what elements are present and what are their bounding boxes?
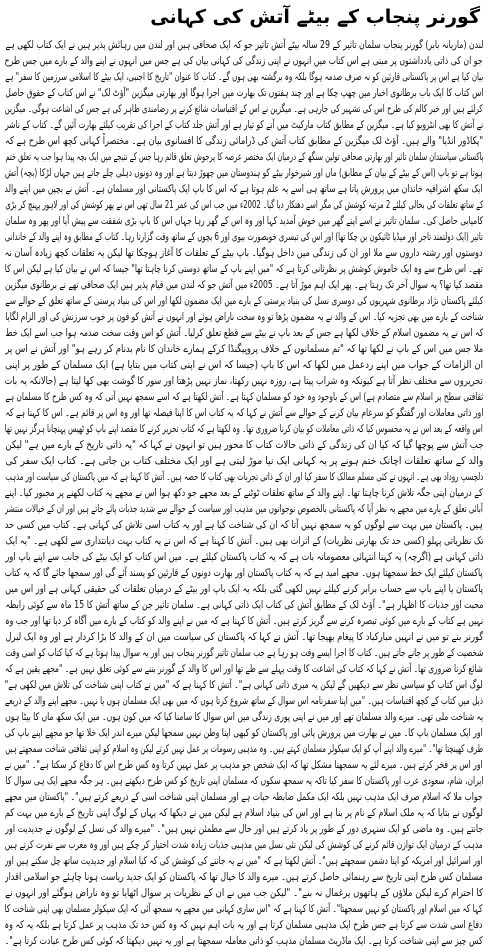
article-line (5, 853, 483, 869)
article-line (5, 197, 483, 213)
article-line (5, 869, 483, 885)
article-line (5, 405, 483, 421)
article-line (5, 725, 483, 741)
article-line (5, 277, 483, 293)
article-line-text: تھے۔ اس طرح سے وہ ایک خاموش کوشش پر نظرثانی کرتا ہے کہ "میں اپنے باپ کے ساتھ دوستی کرنا چاہتا تھا" جیسا کہ اس نے بیان کیا ہے لیکن اس کا (5, 263, 483, 275)
article-line (5, 629, 483, 645)
article-line (5, 741, 483, 757)
article-line (5, 517, 483, 533)
article-headline: گورنر پنجاب کے بیٹے آتش کی کہانی (150, 6, 480, 28)
article-line (5, 373, 483, 389)
article-line (5, 53, 483, 69)
article-line-text: ہوتا ہے تو باپ (اس کے بیٹے کے بیان کے مطابق) ماں اور شیرخوار بیٹے کو ہندوستان میں چھوڑ دیتا ہے اور وہ دونوں دہلی چلے جاتے ہیں جہاں لڑکا (بچہ) آتش (5, 167, 483, 179)
article-line-text: کہا کہ میں اسلام اور پاکستان کو نہیں سمجھتا"۔ آتش کا کہنا ہے کہ "اس ساری کہانی میں مجھے یہ سمجھ آئی کہ ایک سیکولر مسلمان بھی اپنی شناخت کا (5, 903, 483, 915)
article-line-text: جو ان کی ذاتی یادداشتوں پر مبنی ہے اس کتاب میں انہوں نے اپنی زندگی کی کہانی بیان کی ہے جس میں انہوں نے اپنے والد کے بارے میں جس طرح (5, 55, 483, 67)
article-line-text: دفاع اسی شدت سے کرتا ہے جس طرح ایک مذہبی مسلمان کرتا ہے اور یہ بات اہم نہیں کہ وہ کس حد تک مذہب پر عمل کرتا ہے بلکہ یہ کہ وہ (5, 919, 483, 931)
article-line-text: جانتے ہیں۔ وہ ماضی کو ایک سنہری دور کے طور پر یاد کرتے ہیں اور حال سے مطمئن نہیں ہیں"۔ "میرے والد کی نسل کے لوگوں نے جدیدیت اور (5, 823, 483, 835)
article-line-text: "پکاڈور انڈیا" والے ہیں۔ آؤٹ لک میگزین کے مطابق کتاب آتش کی ڈرامائی زندگی کا افسانوی بیان ہے۔ مختصراً کہانی کچھ اس طرح ہے کہ (5, 135, 483, 147)
article-line-text: کے ساتھ تعلقات کی بحالی کیلئے 2 مرتبہ کوشش کی مگر اسے دھتکار دیا گیا۔ 2002ء میں جب اس کی عمر 21 سال تھی اس نے پھر کوشش کی اور لاہور پہنچ کر بڑی (5, 199, 483, 211)
article-line-text: اور ایک مسلمان باپ کا۔ میں نے بھارت میں پرورش پائی اور پاکستان کو کبھی اپنا وطن نہیں سمجھا لیکن میرے اندر ایک خلا تھا جو مجھے اپنے باپ کی (5, 727, 483, 739)
article-line-text: اس واقعہ کے بعد اس نے یہ محسوس کیا کہ ذاتی معاملات کو بیان کرنا ضروری تھا۔ وہ لکھتا ہے کہ کتاب تحریر کرنے کا مقصد اپنے باپ کو ٹھیس پہنچانا ہرگز نہیں تھا (5, 423, 483, 435)
article-line (5, 613, 483, 629)
article-line-text: یہ شناخت ملی تھی۔ میرے والد مسلمان تھے اور میں نے اپنی پوری زندگی میں اس سوال کا سامنا کیا کہ میں کون ہوں۔ میں ایک سکھ ماں کا بیٹا ہوں (5, 711, 483, 723)
article-line (5, 469, 483, 485)
article-line-text: کے درمیان اپنی جگہ تلاش کرنا چاہتا تھا۔ اپنے والد کے ساتھ تعلقات ٹوٹنے کے بعد مجھے جو دکھ ہوا اس نے مجھے یہ کتاب لکھنے پر مجبور کیا۔ اپنے (5, 487, 483, 499)
article-line-text: کرلئے ہیں اور خبر کالم کی طرح اس کی تشہیر کی جارہی ہے۔ میگزین نے اس کے اقتباسات شائع کرنے پر رضامندی ظاہر کی ہے جس کی اشاعت ہوگی۔ میگزین (5, 103, 483, 115)
article-line (5, 837, 483, 853)
article-line-text: ان الزامات کے جواب میں اپنے ردعمل میں لکھا کہ اس کا باپ (جیسا کہ اس نے اپنی کتاب میں بتایا ہے) ایک مسلمان کے طور پر اپنی (5, 359, 483, 371)
article-line (5, 661, 483, 677)
article-line-text: دلچسپ روداد بھی ہے۔ انہوں نے کئی مسلم ممالک کا سفر کیا اور ان کے ذاتی تجربات بھی کتاب کا حصہ ہیں۔ آتش کا کہنا ہے کہ میں پاکستان کی سیاست اور مذہب (5, 471, 483, 483)
article-line (5, 453, 483, 469)
article-line-text: کا احترام کرے لیکن ملاؤں کے ہاتھوں یرغمال نہ بنے"۔ "لیکن جب میں نے ان کے نظریات پر سوال اٹھایا تو وہ ناراض ہوگئے اور انہوں نے (5, 887, 483, 899)
article-line (5, 821, 483, 837)
article-line (5, 229, 483, 245)
article-line-text: جب آتش سے پوچھا گیا کہ کیا ان کی زندگی کے ذاتی حالات کتاب کا محور ہیں تو انہوں نے کہا کہ "یہ ذاتی تاریخ کے بارے میں ہے" لیکن (5, 439, 483, 451)
article-line (5, 293, 483, 309)
article-line (5, 549, 483, 565)
article-line (5, 885, 483, 901)
article-line (5, 85, 483, 101)
article-line-text: اور اس پر فخر کرتے ہیں۔ میرے لئے یہ سمجھنا مشکل تھا کہ ایک شخص جو مذہب پر عمل نہیں کرتا وہ کس طرح اس کا دفاع کر سکتا ہے"۔ "میں نے (5, 759, 483, 771)
article-line-text: پاکستان کیلئے ایک خط سمجھتا ہوں۔ مجھے امید ہے کہ یہ کتاب پاکستان اور بھارت دونوں کے قارئین کو پسند آئے گی اور سمجھا جائے گا کہ یہ کتاب (5, 567, 483, 579)
article-line-text: اور ذاتی معاملات اور گفتگو کو سرعام بیان کرنے کے حوالے سے آتش نے کہا کہ یہ کتاب اس کا اپنا فیصلہ تھا اور وہ اس پر قائم ہے۔ اس کا کہنا ہے کہ (5, 407, 483, 419)
article-line (5, 789, 483, 805)
article-line (5, 437, 483, 453)
article-line-text: ذاتی کہانی ہے (اگرچہ) یہ کہنا انتہائی معصومانہ بات ہے کہ یہ کتاب پاکستان کیلئے ہے۔ میں اس کتاب کو ایک بیٹے کی جانب سے اپنے باپ اور (5, 551, 483, 563)
article-line (5, 261, 483, 277)
article-line-text: شخصیت کے طور پر جانے جاتے ہیں۔ کتاب کا اجرا ایسے وقت ہو رہا ہے جب سلمان تاثیر گورنر پنجاب ہیں اور یہ سوال پیدا ہوتا ہے کہ کیا کتاب کو اسی وقت (5, 647, 483, 659)
article-line (5, 181, 483, 197)
article-line (5, 533, 483, 549)
article-line-text: مقصد کیا تھا؟ یہ سوال آخر تک رہتا ہے۔ پھر ایک اہم موڑ آتا ہے۔ 2005ء میں آتش جو کہ لندن میں قیام پذیر ہیں ایک صحافی تھے نے برطانوی میگزین (5, 279, 483, 291)
article-line-text: محبت اور جذبات کا اظہار ہے"۔ آؤٹ لک کے مطابق آتش کی کتاب ایک ذاتی کہانی ہے۔ سلمان تاثیر جن کے ساتھ آتش کا 15 ماہ سے کوئی رابطہ (5, 599, 483, 611)
article-line-text: اور اسرائیل اور امریکہ کو اپنا دشمن سمجھتے ہیں"۔ آتش لکھتا ہے کہ "میں نے یہ جاننے کی کوشش کی کہ کیا اسلام اور جدیدیت ساتھ چل سکتے ہیں اور (5, 855, 483, 867)
article-line (5, 709, 483, 725)
article-line (5, 165, 483, 181)
article-line-text: ثقافتی سطح پر اسلام سے متصادم ہے) اس کے باوجود وہ خود کو مسلمان کہتا ہے۔ آتش لکھتا ہے کہ اسے سمجھ نہیں آتی کہ وہ کس طرح کا مسلمان ہے (5, 391, 483, 403)
article-line (5, 149, 483, 165)
article-line-text: کیلئے پاکستان نژاد برطانوی شہریوں کی دوسری نسل کی بنیاد پرستی کے بارے میں ایک مضمون لکھا اور اس کی بنیاد پرستی کے ساتھ تعلق کے حوالے سے (5, 295, 483, 307)
article-line (5, 213, 483, 229)
article-line-text: ایک سکھ اشرافیہ خاندان میں پرورش پاتا ہے ساتھ ہی اسے یہ علم ہوتا ہے کہ اس کا باپ ایک پاکستانی اور مسلمان ہے۔ آتش نے بچپن میں اپنے والد (5, 183, 483, 195)
article-line-text: لوگوں نے بتایا کہ یہ ملک اسلام کے نام پر بنا ہے اور اس کی بنیاد اسلام ہے لیکن میں نے دیکھا کہ یہاں کے لوگ اپنی تاریخ کے بارے میں بہت کم (5, 807, 483, 819)
article-line (5, 933, 483, 949)
article-line-text: کامیابی حاصل کی۔ سلمان تاثیر نے اسے اپنے گھر میں خوش آمدید کہا اور وہ اس کے گھر رہا جہاں اس کا باپ بڑی شفقت سے پیش آیا اور پھر وہ سلمان (5, 215, 483, 227)
article-line (5, 421, 483, 437)
article-line (5, 645, 483, 661)
article-line-text: نہیں ہے کتاب کے بارے میں کوئی تبصرہ کرنے سے گریز کرتے ہیں۔ آتش کا کہنا ہے کہ میں نے اپنے والد کو کتاب کے بارے میں آگاہ کر دیا تھا اور جب وہ (5, 615, 483, 627)
article-line-text: کہ اس نے یہ مضمون اسلام کے خلاف لکھا ہے جس کے بعد باپ نے بیٹے سے قطع تعلق کرلیا۔ آتش کو اس وقت سخت صدمہ ہوا جب اسے ایک خط (5, 327, 483, 339)
article-line-text: بیان کیا ہے اس پر پاکستانی قارئین کو نہ صرف صدمہ ہوگا بلکہ وہ برگشتہ بھی ہوں گے۔ کتاب کا عنوان "تاریخ کا اجنبی، ایک بیٹے کا اسلامی سرزمین کا سفر" ہے (5, 71, 483, 83)
article-line (5, 901, 483, 917)
article-line-text: نے آتش کا بھی انٹرویو کیا ہے۔ میگزین کے مطابق کتاب مارکیٹ میں آنے کو تیار ہے اور آتش جلد کتاب کے اجرا کی تقریب کیلئے بھارت آئیں گے۔ کتاب کے ناشر (5, 119, 483, 131)
article-line-text: شائع کرنا ضروری تھا۔ آتش نے کہا کہ کتاب کی اشاعت کا وقت پہلے سے طے تھا اور اس کا والد کے گورنر بننے سے کوئی تعلق نہیں ہے۔ "مجھے یقین ہے کہ (5, 663, 483, 675)
article-line (5, 101, 483, 117)
article-line-text: کس چیز سے اپنی شناخت کرتا ہے۔ ایک ماڈریٹ مسلمان مذہب کو ذاتی معاملہ سمجھتا ہے اور یہ نہیں دیکھتا کہ کوئی کس طرح عبادت کرتا ہے"۔ (5, 935, 483, 947)
article-line (5, 917, 483, 933)
article-line (5, 805, 483, 821)
article-line-text: آبائی تعلق کے بارے میں مجھے یہ نظر آیا کہ پاکستانی بالخصوص نوجوانوں میں مذہب اور سیاست کے حوالے سے شدید جذبات پائے جاتے ہیں اور ان کے خیالات منتشر (5, 503, 483, 515)
article-line (5, 341, 483, 357)
article-line-text: تک نظریاتی پہلو (کسی حد تک بھارتی نظریات) کے اثرات بھی ہیں۔ آتش کا کہنا ہے کہ اس نے یہ کتاب بہت دیانتداری سے لکھی ہے۔ "یہ ایک (5, 535, 483, 547)
article-line (5, 325, 483, 341)
article-line-text: جواب ملا کہ اسلام صرف ایک مذہب نہیں بلکہ ایک مکمل ضابطہ حیات ہے اور مسلمان اپنی شناخت اسی کے ذریعے کرتے ہیں"۔ "پاکستان میں مجھے (5, 791, 483, 803)
article-line-text: گورنر بنے تو میں نے انہیں مبارکباد کا پیغام بھیجا تھا۔ آتش نے کہا کہ پاکستان کی سیاست میں ان کے والد کا بڑا کردار ہے اور وہ ایک لبرل (5, 631, 483, 643)
article-line (5, 501, 483, 517)
article-line-text: لوگ اس کتاب کو سیاسی نظر سے دیکھیں گے لیکن یہ میری ذاتی کہانی ہے"۔ آتش کا کہنا ہے کہ "میں نے کتاب اپنی شناخت کی تلاش میں لکھی ہے" (5, 679, 483, 691)
article-line (5, 389, 483, 405)
article-line (5, 485, 483, 501)
article-body (5, 37, 483, 949)
article-line (5, 677, 483, 693)
article-line-text: والد کے ساتھ تعلقات اچانک ختم ہونے پر یہ کہانی ایک نیا موڑ لیتی ہے اور ایک مختلف کتاب بن جاتی ہے۔ کتاب ایک سفر کی (5, 455, 483, 467)
article-line (5, 773, 483, 789)
article-line-text: ایران، شام، سعودی عرب اور پاکستان کا سفر کیا تاکہ یہ سمجھ سکوں کہ مسلمان اپنی تاریخ کو کس طرح دیکھتے ہیں۔ ہر جگہ مجھے ایک ہی سوال کا (5, 775, 483, 787)
article-line (5, 357, 483, 373)
article-line (5, 757, 483, 773)
article-line-text: پاکستان یا اپنے باپ سے حساب برابر کرنے کیلئے نہیں لکھی گئی بلکہ یہ ایک باپ اور بیٹے کے درمیان تعلقات کی حقیقی کہانی ہے اور اس میں (5, 583, 483, 595)
article-line (5, 565, 483, 581)
article-line-text: تاثیر (ایک دولتمند تاجر اور میڈیا ٹائیکون بن چکا تھا) اور اس کی تیسری خوبصورت بیوی اور 6 بچوں کے ساتھ وقت گزارتا رہا۔ کتاب کے مطابق وہ اپنے والد کے خاندانی (5, 231, 483, 243)
article-line-text: ہیں۔ پاکستان میں بہت سے لوگوں کو یہ سمجھ نہیں آتا کہ ان کی شناخت کیا ہے اور یہ کتاب اسی تلاش کی کہانی ہے۔ کتاب میں کسی حد (5, 519, 483, 531)
article-line-text: لندن (ماریانہ بابر) گورنر پنجاب سلمان تاثیر کے 29 سالہ بیٹے آتش تاثیر جو کہ ایک صحافی ہیں اور لندن میں رہائش پذیر ہیں نے ایک کتاب لکھی ہے (5, 39, 483, 51)
article-line-text: تحریروں سے مختلف نظر آتا ہے کیونکہ وہ شراب پیتا ہے، روزہ نہیں رکھتا، نماز نہیں پڑھتا اور سور کا گوشت بھی کھا لیتا ہے (حالانکہ یہ بات (5, 375, 483, 387)
article-line-text: مسلمان کس طرح اپنی تاریخ سے رہنمائی حاصل کرتے ہیں۔ میرے والد کا خیال تھا کہ پاکستان کو ایک جدید ریاست ہونا چاہئے جو اسلامی اقدار (5, 871, 483, 883)
article-line-text: طرف کھینچتا تھا"۔ "میرے والد اپنے آپ کو ایک سیکولر مسلمان کہتے ہیں۔ وہ مذہبی رسومات پر عمل نہیں کرتے لیکن وہ اسلام کو اپنی ثقافتی شناخت سمجھتے ہیں (5, 743, 483, 755)
article-line (5, 597, 483, 613)
article-line-text: ذیل میں کتاب کے کچھ اقتباسات ہیں۔ "میں اپنا سفرنامہ اس سوال کے ساتھ شروع کرتا ہوں کہ میں بھی ایک مسلمان ہوں یا نہیں۔ مجھے اپنے والد کے ذریعے (5, 695, 483, 707)
article-line-text: شناخت کے بارے میں بھی تجزیہ کیا۔ اس کے والد نے یہ مضمون پڑھا تو وہ سخت ناراض ہوئے اور انہوں نے آتش کو فون پر خوب سرزنش کی اور الزام لگایا (5, 311, 483, 323)
article-line (5, 117, 483, 133)
article-line-text: مذہب کے درمیان ایک توازن قائم کرنے کی کوشش کی لیکن نئی نسل میں مذہبی جذبات زیادہ شدت اختیار کر چکے ہیں اور وہ مغرب سے نفرت کرتے ہیں (5, 839, 483, 851)
article-line-text: ملا جس میں اس کے باپ نے لکھا تھا کہ "تم مسلمانوں کے خلاف پروپیگنڈا کرکے ہمارے خاندان کا نام بدنام کر رہے ہو" اور آتش نے اس پر (5, 343, 483, 355)
article-line (5, 37, 483, 53)
article-line (5, 581, 483, 597)
article-line (5, 693, 483, 709)
article-line-text: پاکستانی سیاستدان سلمان تاثیر اور بھارتی صحافی تولین سنگھ کے درمیان ایک مختصر عرصہ کا پرجوش تعلق قائم رہا جس کے نتیجے میں ایک بچہ پیدا ہوا جب یہ تعلق ختم (5, 151, 483, 163)
article-line (5, 309, 483, 325)
article-line (5, 69, 483, 85)
article-line (5, 133, 483, 149)
article-line (5, 245, 483, 261)
article-line-text: دوستوں اور رشتہ داروں سے ملا اور ان کی زندگی میں داخل ہوگیا۔ باپ بیٹے کے تعلقات کا آغاز ہوچکا تھا لیکن یہ تعلقات کچھ زیادہ آسان نہ (5, 247, 483, 259)
article-line-text: اس کتاب کا ایک باب برطانوی اخبار میں چھپ چکا ہے اور چند ہفتوں تک بھارت میں اجرا ہوگا اور بھارتی میگزین "آؤٹ لک" نے اس کتاب کے حقوق حاصل (5, 87, 483, 99)
